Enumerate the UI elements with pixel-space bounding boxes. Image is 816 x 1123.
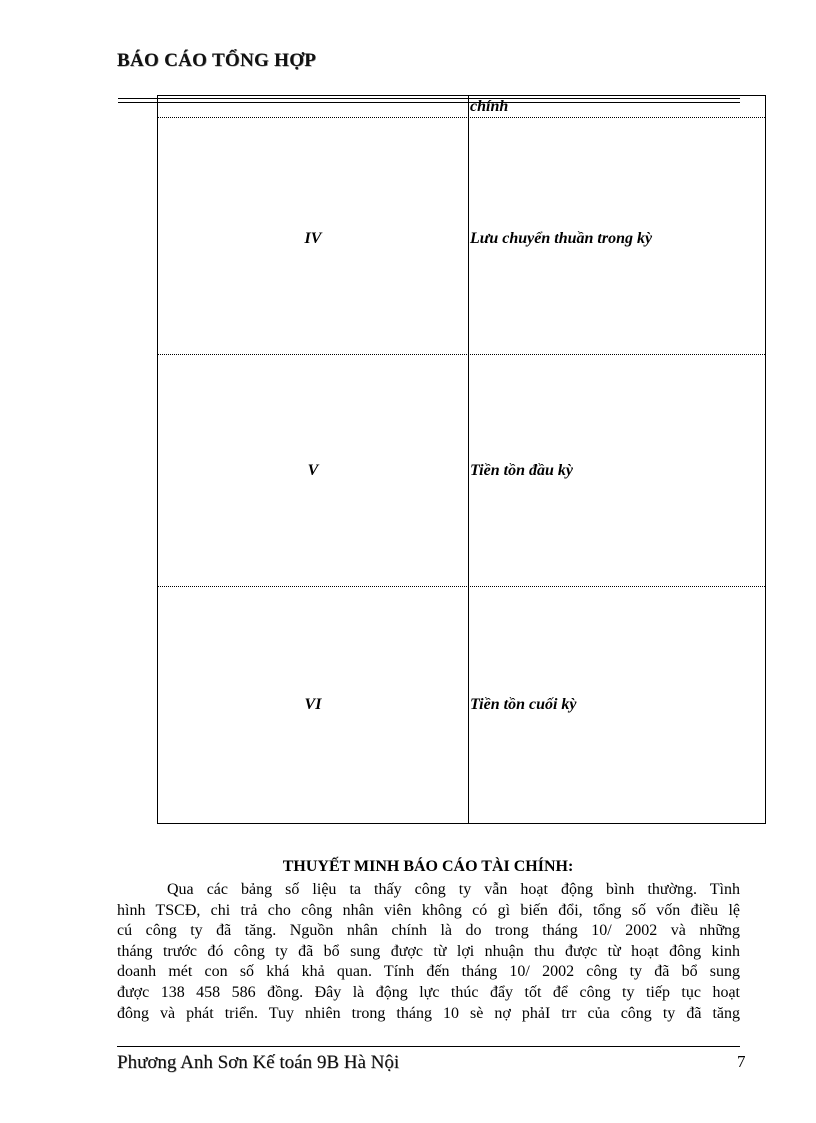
table-row-number: V — [307, 462, 319, 479]
paragraph-line: được 138 458 586 đồng. Đây là động lực thúc đẩy tốt để công ty tiếp tục hoạt — [117, 983, 740, 1001]
paragraph-line: cú công ty đã tăng. Nguồn nhân chính là do trong tháng 10/ 2002 và những — [117, 922, 740, 940]
paragraph-line: Qua các bảng số liệu ta thấy công ty vẫn hoạt động bình thường. Tình — [167, 881, 740, 898]
paragraph-line: doanh mét con số khá khả quan. Tính đến tháng 10/ 2002 công ty đã bổ sung — [117, 963, 740, 981]
row-divider — [158, 354, 765, 355]
table-row-label: chính — [470, 98, 509, 115]
table-row-label: Tiền tồn cuối kỳ — [470, 696, 577, 713]
table-row-label: Lưu chuyển thuần trong kỳ — [470, 230, 653, 247]
table-row-label: Tiền tồn đầu kỳ — [470, 462, 573, 479]
cash-flow-table — [157, 95, 766, 824]
page-header-title: BÁO CÁO TỔNG HỢP — [117, 50, 317, 71]
footer-author: Phương Anh Sơn Kế toán 9B Hà Nội — [117, 1052, 400, 1073]
footer-rule — [117, 1046, 740, 1047]
page-number: 7 — [737, 1052, 746, 1071]
row-divider — [158, 586, 765, 587]
table-row-number: VI — [304, 696, 322, 713]
table-row-number: IV — [304, 230, 322, 247]
section-title: THUYẾT MINH BÁO CÁO TÀI CHÍNH: — [282, 858, 574, 875]
paragraph-line: tháng trước đó công ty đã bổ sung được từ lợi nhuận thu được từ hoạt đông kinh — [117, 942, 740, 960]
body-paragraph — [117, 880, 740, 1024]
paragraph-line: hình TSCĐ, chi trả cho công nhân viên không có gì biến đổi, tổng số vốn điều lệ — [117, 901, 740, 919]
row-divider — [158, 117, 765, 118]
paragraph-line: đông và phát triển. Tuy nhiên trong tháng 10 sè nợ phảI trr của công ty đã tăng — [117, 1004, 740, 1022]
column-divider — [468, 96, 469, 823]
